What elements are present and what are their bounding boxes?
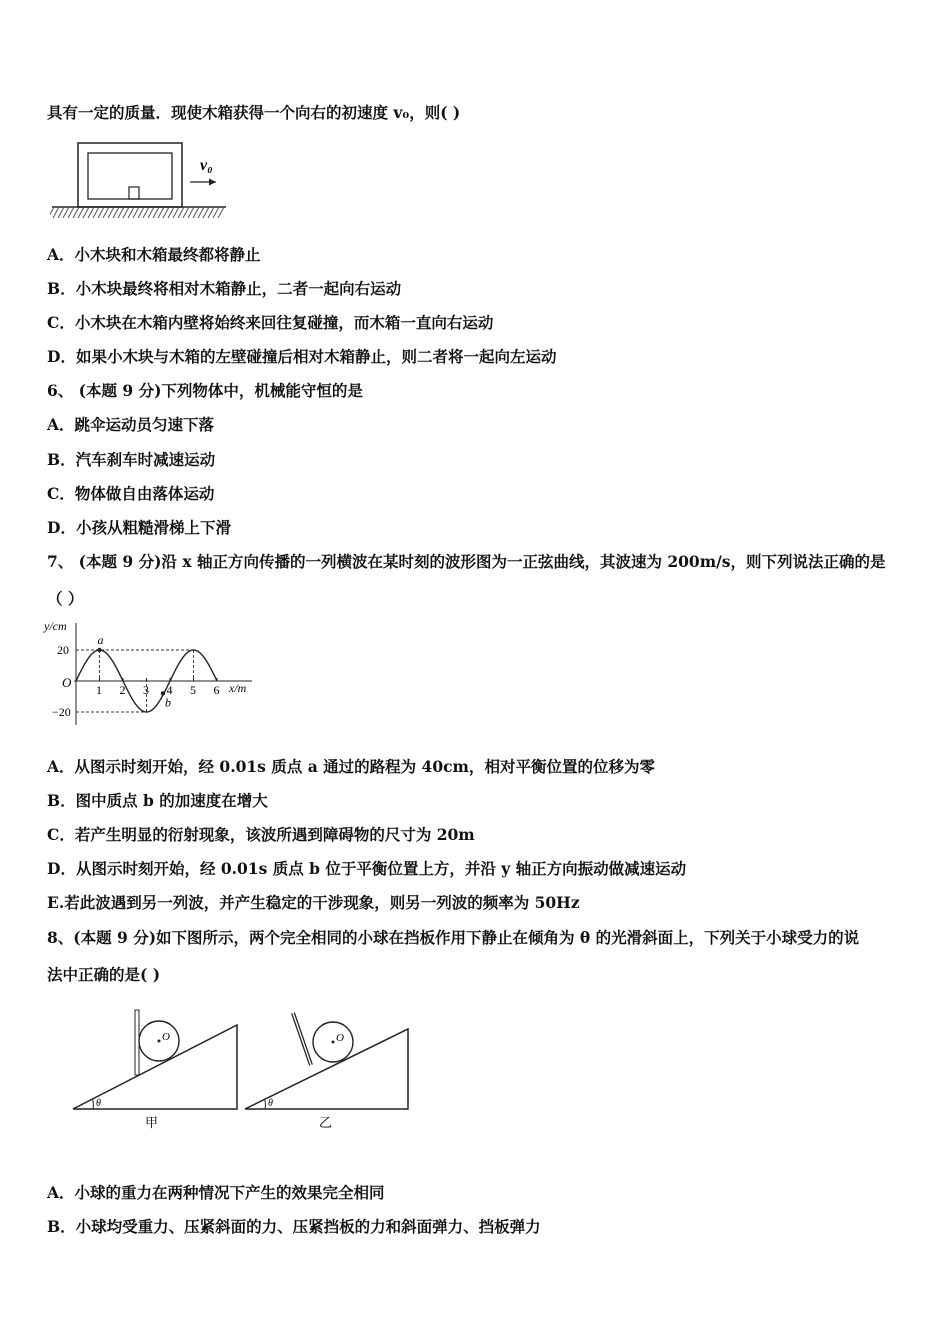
- x-tick-label-4: 4: [166, 683, 173, 697]
- q5-option-c: C．小木块在木箱内壁将始终来回往复碰撞，而木箱一直向右运动: [47, 313, 494, 332]
- q8-option-a: A．小球的重力在两种情况下产生的效果完全相同: [47, 1183, 385, 1202]
- q5-option-b: B．小木块最终将相对木箱静止，二者一起向右运动: [47, 279, 402, 298]
- y-axis-label: y/cm: [44, 619, 67, 633]
- y-tick-label-0: 20: [57, 643, 69, 657]
- angle-label-left: θ: [96, 1098, 101, 1109]
- ground-hatch: [50, 207, 226, 218]
- origin-label: O: [62, 675, 72, 690]
- point-a: [97, 648, 101, 652]
- x-tick-label-5: 5: [190, 683, 196, 697]
- q6-option-a: A．跳伞运动员匀速下落: [47, 415, 215, 434]
- q7-stem-line1: 7、 (本题 9 分)沿 x 轴正方向传播的一列横波在某时刻的波形图为一正弦曲线，其波速为 200m/s，则下列说法正确的是: [47, 552, 886, 571]
- q8-incline-figure: [65, 1005, 415, 1135]
- x-tick-label-3: 3: [143, 683, 149, 697]
- angle-label-right: θ: [268, 1098, 273, 1109]
- q6-option-d: D．小孩从粗糙滑梯上下滑: [47, 518, 231, 537]
- q5-option-d: D．如果小木块与木箱的左壁碰撞后相对木箱静止，则二者将一起向左运动: [47, 347, 557, 366]
- q6-option-c: C．物体做自由落体运动: [47, 484, 215, 503]
- q7-option-e: E.若此波遇到另一列波，并产生稳定的干涉现象，则另一列波的频率为 50Hz: [47, 893, 580, 912]
- q8-stem-line2: 法中正确的是( ): [47, 965, 161, 984]
- y-tick-label-1: −20: [52, 705, 71, 719]
- q7-option-d: D．从图示时刻开始，经 0.01s 质点 b 位于平衡位置上方，并沿 y 轴正方向振动做减速运动: [47, 859, 687, 878]
- box-inner-wall: [88, 153, 172, 199]
- q6-stem: 6、 (本题 9 分)下列物体中，机械能守恒的是: [47, 381, 363, 400]
- x-axis-label: x/m: [229, 681, 247, 695]
- point-label-a: a: [97, 633, 104, 647]
- x-tick-label-6: 6: [213, 683, 220, 697]
- small-block: [129, 187, 139, 199]
- q7-option-a: A．从图示时刻开始，经 0.01s 质点 a 通过的路程为 40cm，相对平衡位置的位移为零: [47, 757, 655, 776]
- incline-right: [245, 1013, 408, 1130]
- q7-stem-line2: （ ）: [47, 589, 84, 608]
- point-label-b: b: [164, 695, 171, 710]
- caption-right: 乙: [319, 1115, 333, 1130]
- center-label-right: O: [336, 1032, 344, 1044]
- incline-left: [73, 1010, 237, 1130]
- x-tick-label-2: 2: [119, 683, 126, 697]
- velocity-label: v₀: [200, 157, 213, 174]
- center-label-left: O: [162, 1031, 170, 1043]
- q5-stem: 具有一定的质量．现使木箱获得一个向右的初速度 v₀，则( ): [47, 103, 461, 122]
- q8-stem-line1: 8、(本题 9 分)如下图所示，两个完全相同的小球在挡板作用下静止在倾角为 θ 的光滑斜面上，下列关于小球受力的说: [47, 928, 860, 947]
- q6-option-b: B．汽车刹车时减速运动: [47, 450, 216, 469]
- q5-box-figure: [50, 140, 230, 222]
- q7-option-b: B．图中质点 b 的加速度在增大: [47, 791, 268, 810]
- x-tick-label-1: 1: [96, 683, 102, 697]
- q7-wave-chart: [42, 615, 257, 727]
- velocity-arrow: [190, 179, 216, 186]
- q7-option-c: C．若产生明显的衍射现象，该波所遇到障碍物的尺寸为 20m: [47, 825, 475, 844]
- caption-left: 甲: [145, 1115, 159, 1130]
- q5-option-a: A．小木块和木箱最终都将静止: [47, 245, 261, 264]
- q8-option-b: B．小球均受重力、压紧斜面的力、压紧挡板的力和斜面弹力、挡板弹力: [47, 1217, 541, 1236]
